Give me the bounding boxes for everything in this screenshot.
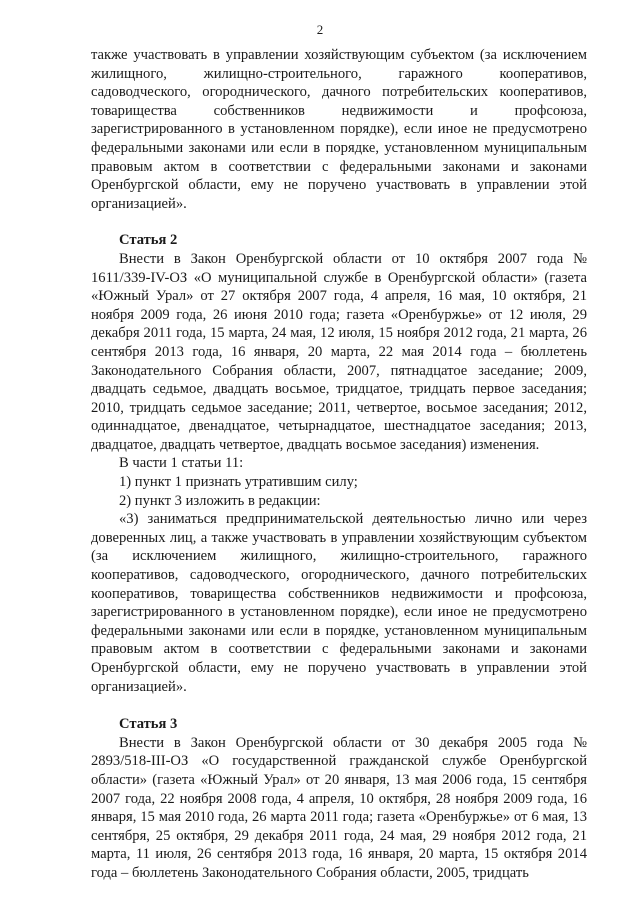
article-2-heading: Статья 2 <box>119 232 178 249</box>
intro-paragraph: также участвовать в управлении хозяйствующим субъектом (за исключением жилищного, жилищно-строительного, гаражного кооперативов, садоводческого, огороднического, дачного потребительских кооперативов, товарищества собственников недвижимости и профсоюза, зарегистрированного в установленном порядке), если иное не предусмотрено федеральными законами или если в порядке, установленном муниципальным правовым актом в соответствии с федеральными законами и законами Оренбургской области, ему не поручено участвовать в управлении этой организацией». <box>91 47 587 212</box>
article-2-paragraph: Внести в Закон Оренбургской области от 10 октября 2007 года № 1611/339-IV-ОЗ «О муниципальной службе в Оренбургской области» (газета «Южный Урал» от 27 октября 2007 года, 4 апреля, 16 мая, 10 октября, 21 ноября 2009 года, 26 июня 2010 года; газета «Оренбуржье» от 12 июля, 29 декабря 2011 года, 15 марта, 24 мая, 12 июля, 15 ноября 2012 года, 21 марта, 26 сентября 2013 года, 16 января, 20 марта, 22 мая 2014 года – бюллетень Законодательного Собрания области, 2007, пятнадцатое заседание; 2009, двадцать седьмое, двадцать восьмое, тридцатое, тридцать первое заседания; 2010, тридцать седьмое заседание; 2011, четвертое, восьмое заседания; 2012, одиннадцатое, двенадцатое, четырнадцатое, шестнадцатое заседания; 2013, двадцатое, двадцать четвертое, двадцать восьмое заседания) изменения. <box>91 250 587 453</box>
article-2-part-line: В части 1 статьи 11: <box>119 455 244 472</box>
page-number: 2 <box>316 22 324 37</box>
article-2-item-2: 2) пункт 3 изложить в редакции: <box>119 492 321 509</box>
article-2-quote-paragraph: «3) заниматься предпринимательской деятельностью лично или через доверенных лиц, а также участвовать в управлении хозяйствующим субъектом (за исключением жилищного, жилищно-строительного, гаражного кооперативов, садоводческого, огороднического, дачного потребительских кооперативов, товарищества собственников недвижимости и профсоюза, зарегистрированного в установленном порядке), если иное не предусмотрено федеральными законами или если в порядке, установленном муниципальным правовым актом в соответствии с федеральными законами и законами Оренбургской области, ему не поручено участвовать в управлении этой организацией». <box>91 511 587 695</box>
article-3-heading: Статья 3 <box>119 716 178 733</box>
document-body <box>91 46 587 883</box>
article-2-item-1: 1) пункт 1 признать утратившим силу; <box>119 474 358 491</box>
article-3-paragraph: Внести в Закон Оренбургской области от 30 декабря 2005 года № 2893/518-III-ОЗ «О государственной гражданской службе Оренбургской области» (газета «Южный Урал» от 20 января, 13 мая 2006 года, 15 сентября 2007 года, 22 ноября 2008 года, 4 апреля, 10 октября, 28 ноября 2009 года, 16 января, 15 мая 2010 года, 26 марта 2011 года; газета «Оренбуржье» от 6 мая, 13 сентября, 25 октября, 29 декабря 2011 года, 24 мая, 29 ноября 2012 года, 21 марта, 11 июля, 26 сентября 2013 года, 16 января, 20 марта, 15 октября 2014 года – бюллетень Законодательного Собрания области, 2005, тридцать <box>91 734 587 881</box>
